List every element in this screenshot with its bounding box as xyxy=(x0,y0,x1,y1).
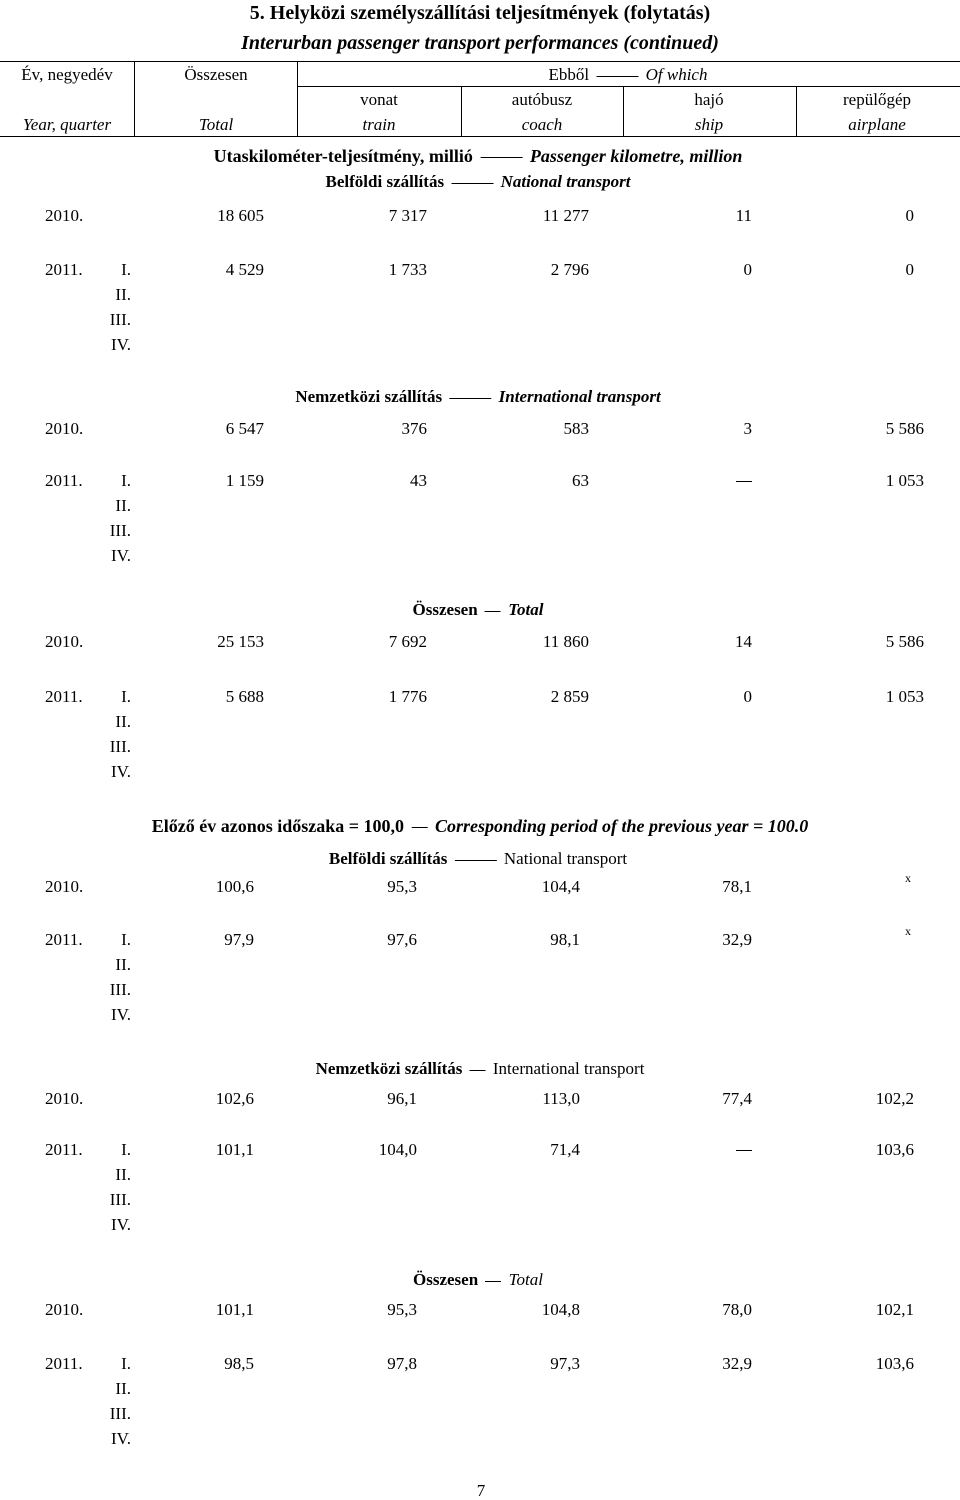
cell-ship: 78,1 xyxy=(722,877,752,896)
dash-separator xyxy=(451,183,493,184)
cell-airplane: x xyxy=(905,871,911,885)
row-quarter: I. xyxy=(121,260,131,279)
cell-coach: 104,8 xyxy=(541,1300,580,1319)
s2-national-heading: Belföldi szállítás National transport xyxy=(328,849,628,868)
header-coach-hu: autóbusz xyxy=(511,90,573,109)
s1-national-heading: Belföldi szállítás National transport xyxy=(325,172,631,191)
cell-airplane: 0 xyxy=(905,206,914,225)
cell-total: 97,9 xyxy=(224,930,254,949)
cell-coach: 11 860 xyxy=(542,632,589,651)
row-quarter: II. xyxy=(115,1379,131,1398)
row-year: 2010. xyxy=(45,877,84,896)
cell-train: 1 776 xyxy=(388,687,427,706)
row-quarter: III. xyxy=(109,980,131,999)
col-divider-2 xyxy=(297,61,298,136)
row-quarter: I. xyxy=(121,687,131,706)
cell-ship: 0 xyxy=(743,260,752,279)
header-total-en: Total xyxy=(198,115,234,134)
cell-airplane: 102,1 xyxy=(875,1300,914,1319)
row-year: 2010. xyxy=(45,1089,84,1108)
header-bottom-rule xyxy=(0,136,960,137)
cell-total: 1 159 xyxy=(225,471,264,490)
row-quarter: III. xyxy=(109,521,131,540)
cell-coach: 63 xyxy=(572,471,589,490)
cell-total: 18 605 xyxy=(217,206,264,225)
cell-coach: 2 859 xyxy=(550,687,589,706)
row-quarter: II. xyxy=(115,1165,131,1184)
header-year-hu: Év, negyedév xyxy=(21,65,113,84)
cell-train: 7 317 xyxy=(388,206,427,225)
row-quarter: II. xyxy=(115,712,131,731)
cell-train: 97,8 xyxy=(387,1354,417,1373)
cell-coach: 71,4 xyxy=(550,1140,580,1159)
header-ofwhich xyxy=(549,66,708,83)
cell-coach: 104,4 xyxy=(541,877,580,896)
header-ship-hu: hajó xyxy=(694,90,724,109)
dash-separator xyxy=(485,611,501,612)
header-top-rule xyxy=(0,61,960,62)
dash-separator xyxy=(485,1281,501,1282)
cell-coach: 11 277 xyxy=(542,206,589,225)
row-year: 2010. xyxy=(45,206,84,225)
cell-ship: 14 xyxy=(735,632,752,651)
row-year: 2010. xyxy=(45,1300,84,1319)
row-quarter: II. xyxy=(115,496,131,515)
row-year: 2011. xyxy=(45,471,83,490)
cell-coach: 2 796 xyxy=(550,260,589,279)
header-train-en: train xyxy=(362,115,396,134)
row-quarter: II. xyxy=(115,955,131,974)
section1-heading: Utaskilométer-teljesítmény, millió Passenger kilometre, million xyxy=(213,146,743,166)
cell-total: 101,1 xyxy=(215,1300,254,1319)
cell-coach: 113,0 xyxy=(542,1089,580,1108)
row-quarter: III. xyxy=(109,1404,131,1423)
row-quarter: IV. xyxy=(111,1005,131,1024)
cell-total: 101,1 xyxy=(215,1140,254,1159)
col-divider-4 xyxy=(623,86,624,136)
header-airplane-en: airplane xyxy=(848,115,906,134)
table-title-hu: 5. Helyközi személyszállítási teljesítmények (folytatás) xyxy=(249,2,711,24)
s2-international-heading: Nemzetközi szállítás International transport xyxy=(315,1059,645,1078)
cell-train: 96,1 xyxy=(387,1089,417,1108)
col-divider-1 xyxy=(134,61,135,136)
cell-train: 7 692 xyxy=(388,632,427,651)
cell-coach: 583 xyxy=(563,419,589,438)
dash-separator xyxy=(455,860,497,861)
cell-coach: 98,1 xyxy=(550,930,580,949)
cell-airplane: 103,6 xyxy=(875,1140,914,1159)
cell-total: 98,5 xyxy=(224,1354,254,1373)
s1-international-heading: Nemzetközi szállítás International transport xyxy=(295,387,661,406)
header-coach-en: coach xyxy=(521,115,563,134)
col-divider-3 xyxy=(461,86,462,136)
header-year-en: Year, quarter xyxy=(22,115,112,134)
cell-total: 102,6 xyxy=(215,1089,254,1108)
cell-airplane: 5 586 xyxy=(885,419,924,438)
row-year: 2010. xyxy=(45,632,84,651)
cell-airplane: 102,2 xyxy=(875,1089,914,1108)
row-quarter: IV. xyxy=(111,762,131,781)
row-year: 2010. xyxy=(45,419,84,438)
table-title-en: Interurban passenger transport performances (continued) xyxy=(241,32,719,54)
row-quarter: IV. xyxy=(111,1429,131,1448)
cell-airplane: 1 053 xyxy=(885,471,924,490)
cell-train: 95,3 xyxy=(387,1300,417,1319)
header-total-hu: Összesen xyxy=(184,65,248,84)
cell-train: 43 xyxy=(410,471,427,490)
row-quarter: III. xyxy=(109,310,131,329)
cell-train: 104,0 xyxy=(378,1140,417,1159)
cell-ship: 0 xyxy=(743,687,752,706)
s2-total-heading: Összesen Total xyxy=(412,1270,544,1289)
dash-separator xyxy=(412,827,428,828)
row-quarter: II. xyxy=(115,285,131,304)
cell-total: 100,6 xyxy=(215,877,254,896)
row-year: 2011. xyxy=(45,260,83,279)
header-train-hu: vonat xyxy=(360,90,398,109)
ofwhich-rule xyxy=(297,86,960,87)
row-quarter: I. xyxy=(121,1354,131,1373)
row-quarter: I. xyxy=(121,1140,131,1159)
cell-train: 95,3 xyxy=(387,877,417,896)
page-number: 7 xyxy=(476,1481,486,1500)
cell-ship: 3 xyxy=(743,419,752,438)
s1-total-heading: Összesen Total xyxy=(412,600,544,619)
cell-airplane: 1 053 xyxy=(885,687,924,706)
row-year: 2011. xyxy=(45,687,83,706)
header-ofwhich-hu: Ebből xyxy=(548,65,590,84)
cell-ship: 11 xyxy=(735,206,752,225)
dash-separator xyxy=(596,76,638,77)
cell-train: 1 733 xyxy=(388,260,427,279)
cell-ship: 78,0 xyxy=(722,1300,752,1319)
cell-ship: 77,4 xyxy=(722,1089,752,1108)
cell-ship: 32,9 xyxy=(722,1354,752,1373)
header-ship-en: ship xyxy=(694,115,724,134)
col-divider-5 xyxy=(796,86,797,136)
row-quarter: III. xyxy=(109,737,131,756)
cell-train: 376 xyxy=(401,419,427,438)
dash-separator xyxy=(480,157,522,158)
row-quarter: I. xyxy=(121,930,131,949)
cell-total: 5 688 xyxy=(225,687,264,706)
cell-train: 97,6 xyxy=(387,930,417,949)
row-year: 2011. xyxy=(45,930,83,949)
cell-ship: 32,9 xyxy=(722,930,752,949)
cell-airplane: 0 xyxy=(905,260,914,279)
row-quarter: IV. xyxy=(111,546,131,565)
dash-mark xyxy=(736,1150,752,1151)
cell-coach: 97,3 xyxy=(550,1354,580,1373)
dash-separator xyxy=(470,1070,486,1071)
row-year: 2011. xyxy=(45,1354,83,1373)
row-quarter: IV. xyxy=(111,1215,131,1234)
cell-total: 4 529 xyxy=(225,260,264,279)
row-quarter: IV. xyxy=(111,335,131,354)
row-quarter: I. xyxy=(121,471,131,490)
cell-total: 6 547 xyxy=(225,419,264,438)
cell-total: 25 153 xyxy=(217,632,264,651)
header-ofwhich-en: Of which xyxy=(645,65,708,84)
cell-airplane: x xyxy=(905,924,911,938)
section2-heading: Előző év azonos időszaka = 100,0 Corresponding period of the previous year = 100.0 xyxy=(151,816,809,836)
cell-airplane: 5 586 xyxy=(885,632,924,651)
row-quarter: III. xyxy=(109,1190,131,1209)
cell-airplane: 103,6 xyxy=(875,1354,914,1373)
header-airplane-hu: repülőgép xyxy=(843,90,911,109)
dash-separator xyxy=(449,398,491,399)
row-year: 2011. xyxy=(45,1140,83,1159)
dash-mark xyxy=(736,481,752,482)
